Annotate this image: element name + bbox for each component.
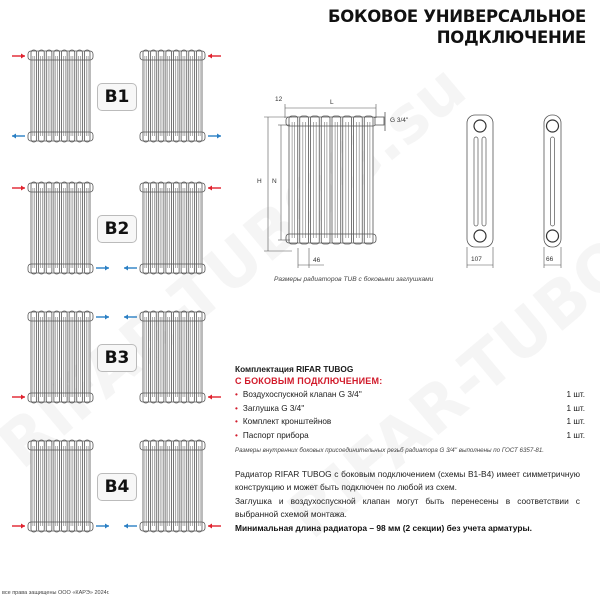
radiator-section: [364, 116, 373, 244]
supply-arrow-head: [208, 524, 212, 529]
kit-title: Комплектация RIFAR TUBOG: [235, 364, 354, 374]
radiator-section: [300, 116, 309, 244]
pipe-connection-icon: [474, 230, 486, 242]
radiator-section: [289, 116, 298, 244]
kit-item: [235, 388, 585, 402]
radiator-section: [166, 311, 172, 403]
radiator-section: [143, 311, 149, 403]
dimension-label-height: H: [257, 178, 262, 185]
kit-subtitle: С БОКОВЫМ ПОДКЛЮЧЕНИЕМ:: [235, 376, 383, 386]
radiator-section: [181, 440, 187, 532]
radiator: [140, 440, 205, 532]
radiator-section: [69, 440, 75, 532]
radiator-section: [181, 311, 187, 403]
radiator-section: [62, 311, 68, 403]
radiator-section: [143, 440, 149, 532]
kit-item-name: Паспорт прибора: [242, 430, 309, 440]
side-view: [467, 115, 493, 247]
radiator-section: [84, 440, 90, 532]
radiator-section: [31, 311, 37, 403]
radiator-section: [77, 440, 83, 532]
radiator-section: [196, 311, 202, 403]
bullet-icon: •: [235, 403, 238, 413]
radiator-section: [158, 440, 164, 532]
description-p2: Заглушка и воздухоспускной клапан могут быть перенесены в соответствии с выбранной схемой монтажа.: [235, 495, 580, 520]
return-arrow-head: [124, 315, 128, 320]
description: [235, 468, 580, 535]
description-p1: Радиатор RIFAR TUBOG с боковым подключением (схемы B1-B4) имеет симметричную конструкцию и может быть подключен по любой из схем.: [235, 469, 580, 493]
radiator-section: [332, 116, 341, 244]
radiator-section: [174, 440, 180, 532]
radiator-section: [54, 440, 60, 532]
title-line-2: ПОДКЛЮЧЕНИЕ: [436, 28, 586, 47]
kit-item: [235, 402, 585, 416]
radiator-section: [166, 440, 172, 532]
radiator-section: [158, 311, 164, 403]
radiator-section: [77, 311, 83, 403]
kit-item-qty: 1 шт.: [566, 403, 585, 413]
radiator: [28, 440, 93, 532]
scheme-label-b4: B4: [97, 473, 137, 501]
radiator-section: [343, 116, 352, 244]
radiator-section: [31, 440, 37, 532]
bullet-icon: •: [235, 430, 238, 440]
pipe-connection-icon: [547, 230, 559, 242]
bullet-icon: •: [235, 390, 238, 399]
radiator-section: [39, 440, 45, 532]
dimension-label-length: L: [330, 99, 334, 106]
top-collector: [28, 441, 93, 450]
dimension-label-depth_3col: 107: [471, 256, 482, 263]
dimension-drawing: [0, 0, 600, 290]
title-line-1: БОКОВОЕ УНИВЕРСАЛЬНОЕ: [328, 7, 586, 26]
radiator-section: [311, 116, 320, 244]
radiator-section: [54, 311, 60, 403]
dimension-label-thread: G 3/4'': [390, 117, 409, 124]
dimension-label-depth_2col: 66: [546, 256, 554, 263]
kit-item-qty: 1 шт.: [566, 417, 585, 426]
radiator-section: [189, 440, 195, 532]
top-collector: [28, 312, 93, 321]
kit-item-qty: 1 шт.: [566, 430, 585, 440]
thread-fitting: [375, 117, 384, 125]
return-arrow-head: [124, 524, 128, 529]
bottom-collector: [28, 393, 93, 402]
top-collector: [140, 312, 205, 321]
kit-item-name: Воздухоспускной клапан G 3/4'': [242, 390, 362, 399]
radiator-section: [151, 311, 157, 403]
scheme-label-b2: B2: [97, 215, 137, 243]
dimension-label-section: 46: [313, 257, 321, 264]
dimension-caption: Размеры радиаторов TUB с боковыми заглушками: [274, 276, 434, 283]
radiator-section: [62, 440, 68, 532]
radiator-section: [84, 311, 90, 403]
radiator-section: [196, 440, 202, 532]
supply-arrow-head: [21, 524, 25, 529]
radiator-section: [321, 116, 330, 244]
scheme-label-b3: B3: [97, 344, 137, 372]
top-collector: [140, 441, 205, 450]
dimension-label-offset: 12: [275, 96, 283, 103]
radiator-section: [174, 311, 180, 403]
return-arrow-head: [105, 315, 109, 320]
radiator: [286, 116, 376, 244]
kit-item-name: Заглушка G 3/4'': [242, 403, 305, 413]
side-view: [544, 115, 561, 247]
radiator: [28, 311, 93, 403]
kit-section: [235, 364, 585, 454]
dimension-label-axis: N: [272, 178, 277, 185]
radiator-section: [354, 116, 363, 244]
radiator-section: [69, 311, 75, 403]
kit-list: [235, 388, 585, 442]
bottom-collector: [28, 522, 93, 531]
radiator: [140, 311, 205, 403]
kit-item: [235, 415, 585, 429]
bottom-collector: [140, 393, 205, 402]
radiator-section: [39, 311, 45, 403]
return-arrow-head: [105, 524, 109, 529]
pipe-connection-icon: [474, 120, 486, 132]
copyright: все права защищены ООО «КАРЭ» 2024г.: [2, 590, 110, 596]
scheme-label-b1: B1: [97, 83, 137, 111]
kit-item-name: Комплект кронштейнов: [242, 417, 332, 426]
bullet-icon: •: [235, 417, 238, 426]
kit-item: [235, 429, 585, 443]
pipe-connection-icon: [547, 120, 559, 132]
description-p3: Минимальная длина радиатора – 98 мм (2 секции) без учета арматуры.: [235, 522, 532, 533]
radiator-section: [46, 440, 52, 532]
radiator-section: [189, 311, 195, 403]
radiator-section: [151, 440, 157, 532]
bottom-collector: [140, 522, 205, 531]
supply-arrow-head: [21, 395, 25, 400]
kit-note: Размеры внутренних боковых присоединительных резьб радиатора G 3/4'' выполнены по ГОСТ 6357-81.: [235, 447, 544, 454]
radiator-section: [46, 311, 52, 403]
kit-item-qty: 1 шт.: [566, 390, 585, 399]
supply-arrow-head: [208, 395, 212, 400]
